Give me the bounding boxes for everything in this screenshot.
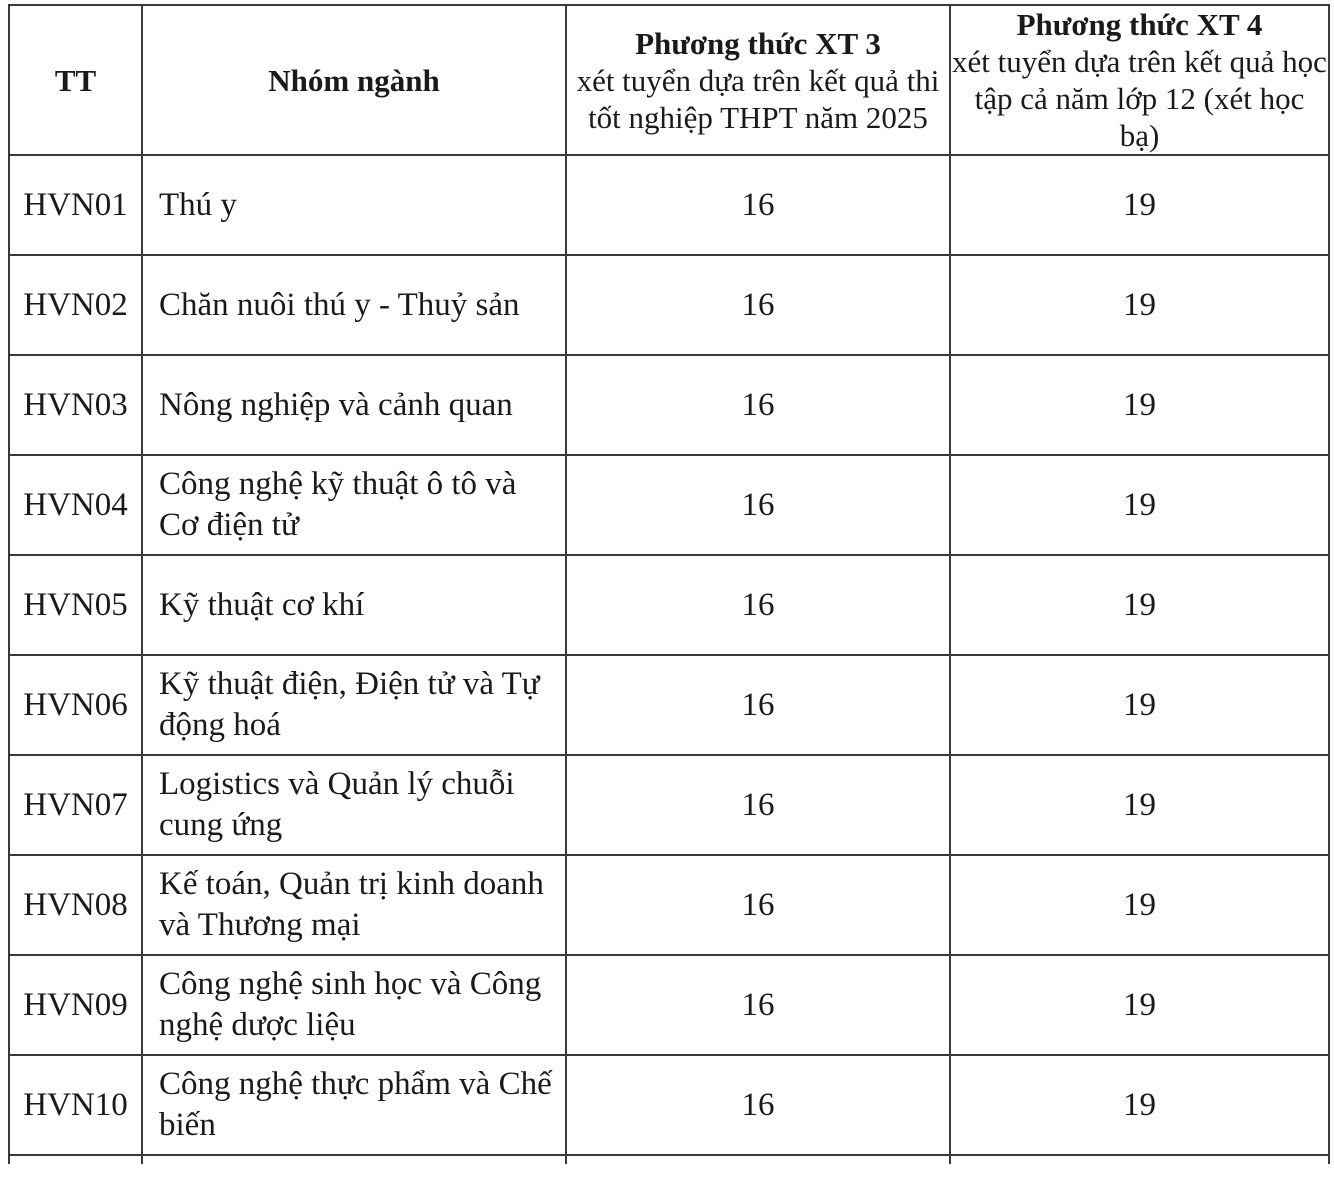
table-row	[9, 655, 1329, 755]
row-xt3-score: 16	[566, 1055, 950, 1155]
row-group-name: Logistics và Quản lý chuỗi cung ứng	[142, 755, 566, 855]
cutoff-cell	[566, 1155, 950, 1164]
row-xt3-score: 16	[566, 755, 950, 855]
row-xt3-score: 16	[566, 255, 950, 355]
row-group-name: Kế toán, Quản trị kinh doanh và Thương mại	[142, 855, 566, 955]
row-xt3-score: 16	[566, 155, 950, 255]
row-xt4-score: 19	[950, 355, 1329, 455]
table-body	[9, 155, 1329, 1164]
admission-score-table-container	[8, 4, 1328, 1164]
header-xt3-title: Phương thức XT 3	[635, 25, 881, 61]
row-code: HVN09	[9, 955, 142, 1055]
table-row	[9, 555, 1329, 655]
header-row	[9, 5, 1329, 155]
row-group-name: Kỹ thuật cơ khí	[142, 555, 566, 655]
header-xt3	[566, 5, 950, 155]
table-row	[9, 955, 1329, 1055]
row-group-name: Nông nghiệp và cảnh quan	[142, 355, 566, 455]
row-group-name: Công nghệ sinh học và Công nghệ dược liệu	[142, 955, 566, 1055]
table-row	[9, 755, 1329, 855]
row-group-name: Công nghệ kỹ thuật ô tô và Cơ điện tử	[142, 455, 566, 555]
row-code: HVN03	[9, 355, 142, 455]
row-xt3-score: 16	[566, 555, 950, 655]
cutoff-cell	[950, 1155, 1329, 1164]
table-row	[9, 355, 1329, 455]
row-xt3-score: 16	[566, 655, 950, 755]
table-row	[9, 255, 1329, 355]
row-group-name: Công nghệ thực phẩm và Chế biến	[142, 1055, 566, 1155]
row-xt3-score: 16	[566, 355, 950, 455]
row-code: HVN04	[9, 455, 142, 555]
row-xt3-score: 16	[566, 955, 950, 1055]
row-code: HVN01	[9, 155, 142, 255]
row-xt4-score: 19	[950, 555, 1329, 655]
row-code: HVN07	[9, 755, 142, 855]
cutoff-cell	[9, 1155, 142, 1164]
table-row	[9, 855, 1329, 955]
row-xt4-score: 19	[950, 655, 1329, 755]
row-xt4-score: 19	[950, 955, 1329, 1055]
row-code: HVN08	[9, 855, 142, 955]
table-row-cutoff	[9, 1155, 1329, 1164]
row-xt4-score: 19	[950, 1055, 1329, 1155]
header-xt3-desc: xét tuyển dựa trên kết quả thi tốt nghiệp THPT năm 2025	[576, 62, 940, 135]
row-code: HVN10	[9, 1055, 142, 1155]
row-code: HVN06	[9, 655, 142, 755]
row-xt3-score: 16	[566, 455, 950, 555]
row-xt4-score: 19	[950, 855, 1329, 955]
table-header	[9, 5, 1329, 155]
header-group: Nhóm ngành	[142, 5, 566, 155]
table-row	[9, 455, 1329, 555]
header-xt4-desc: xét tuyển dựa trên kết quả học tập cả năm lớp 12 (xét học bạ)	[952, 44, 1327, 153]
header-xt4	[950, 5, 1329, 155]
table-row	[9, 1055, 1329, 1155]
row-group-name: Kỹ thuật điện, Điện tử và Tự động hoá	[142, 655, 566, 755]
row-xt4-score: 19	[950, 255, 1329, 355]
row-xt4-score: 19	[950, 455, 1329, 555]
header-xt4-title: Phương thức XT 4	[1016, 7, 1263, 42]
row-code: HVN05	[9, 555, 142, 655]
row-group-name: Chăn nuôi thú y - Thuỷ sản	[142, 255, 566, 355]
row-xt4-score: 19	[950, 155, 1329, 255]
row-group-name: Thú y	[142, 155, 566, 255]
header-tt: TT	[9, 5, 142, 155]
row-code: HVN02	[9, 255, 142, 355]
table-row	[9, 155, 1329, 255]
row-xt4-score: 19	[950, 755, 1329, 855]
cutoff-cell	[142, 1155, 566, 1164]
row-xt3-score: 16	[566, 855, 950, 955]
admission-score-table	[8, 4, 1330, 1164]
